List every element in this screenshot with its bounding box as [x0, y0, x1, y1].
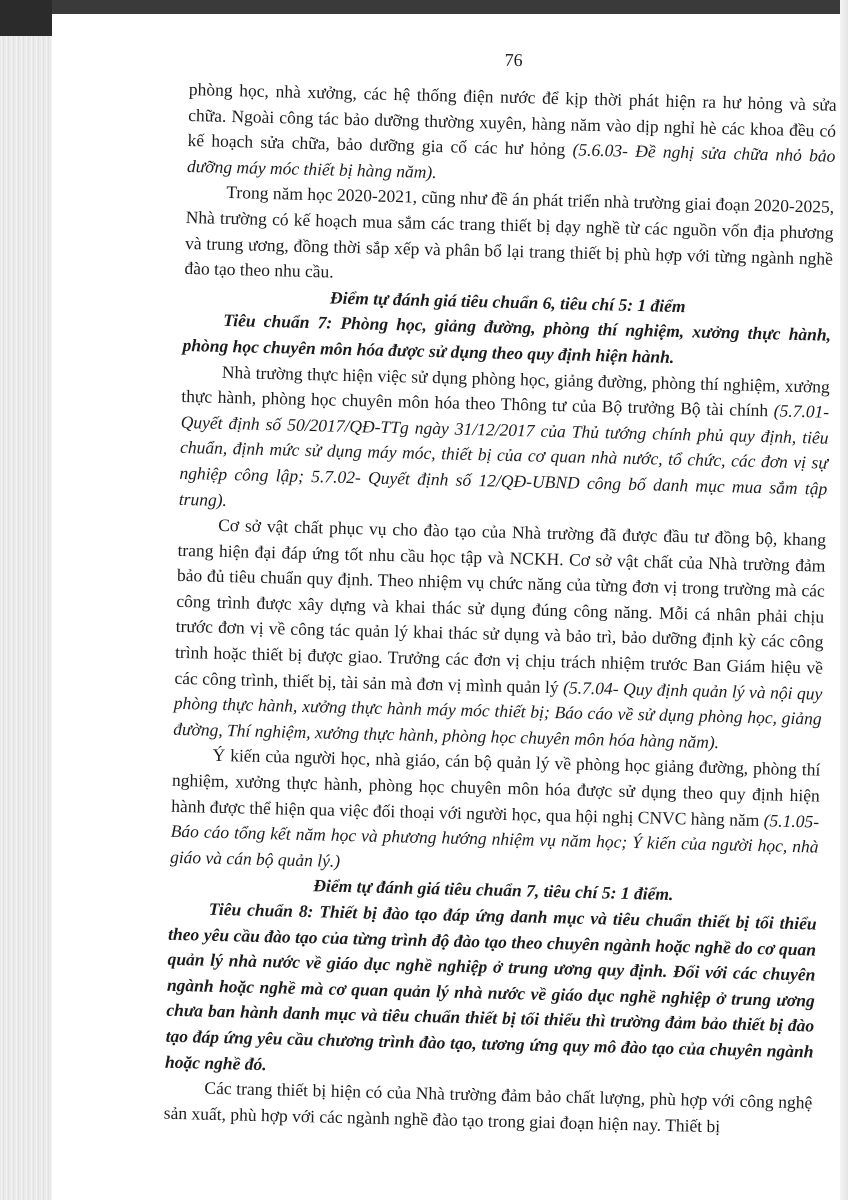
- standard-8-heading: Tiêu chuẩn 8: Thiết bị đào tạo đáp ứng danh mục và tiêu chuẩn thiết bị tối thiểu theo yêu cầu đào tạo của từng trình độ đào tạo theo chuyên ngành hoặc nghề do cơ quan quản lý nhà nước về giáo dục nghề nghiệp ở trung ương quy định. Đối với các chuyên ngành hoặc nghề mà cơ quan quản lý nhà nước về giáo dục nghề nghiệp ở trung ương chưa ban hành danh mục và tiêu chuẩn thiết bị tối thiểu thì trường đảm bảo thiết bị đào tạo đáp ứng yêu cầu chương trình đào tạo, tương ứng quy mô đào tạo của chuyên ngành hoặc nghề đó.: [164, 898, 817, 1074]
- self-assessment-score-standard-7: Điểm tự đánh giá tiêu chuẩn 7, tiêu chí 5: 1 điểm.: [313, 875, 674, 905]
- page-number: 76: [504, 49, 523, 71]
- standard-7-heading: Tiêu chuẩn 7: Phòng học, giảng đường, phòng thí nghiệm, xưởng thực hành, phòng học chuyên môn hóa được sử dụng theo quy định hiện hành.: [182, 310, 832, 367]
- paragraph-text: phòng học, nhà xưởng, các hệ thống điện nước để kịp thời phát hiện ra hư hỏng và sửa chữa. Ngoài công tác bảo dưỡng thường xuyên, hàng năm vào dịp nghỉ hè các khoa đều có kế hoạch sửa chữa, bảo dưỡng gia cố các hư hỏng: [187, 78, 837, 160]
- paragraph-feedback: [170, 742, 821, 886]
- evidence-reference: (5.7.01- Quyết định số 50/2017/QĐ-TTg ngày 31/12/2017 của Thủ tướng chính phủ quy định, tiêu chuẩn, định mức sử dụng máy móc, thiết bị của cơ quan nhà nước, tổ chức, các đơn vị sự nghiệp công lập; 5.7.02- Quyết định số 12/QĐ-UBND công bố danh mục mua sắm tập trung).: [178, 400, 830, 510]
- evidence-reference: (5.6.03- Đề nghị sửa chữa nhỏ bảo dưỡng máy móc thiết bị hàng năm).: [186, 139, 836, 182]
- paragraph-maintenance: [187, 77, 837, 195]
- scan-right-border: [840, 0, 848, 1200]
- paragraph-equipment: Các trang thiết bị hiện có của Nhà trường đảm bảo chất lượng, phù hợp với công nghệ sản xuất, phù hợp với các ngành nghề đào tạo trong giai đoạn hiện nay. Thiết bị: [163, 1077, 813, 1137]
- paragraph-room-usage: [179, 358, 831, 527]
- paragraph-procurement-plan: Trong năm học 2020-2021, cũng như đề án phát triển nhà trường giai đoạn 2020-2025, Nhà trường có kế hoạch mua sắm các trang thiết bị dạy nghề từ các nguồn vốn địa phương và trung ương, đồng thời sắp xếp và phân bổ lại trang thiết bị phù hợp với từng ngành nghề đào tạo theo nhu cầu.: [184, 182, 835, 282]
- self-assessment-score-standard-6: Điểm tự đánh giá tiêu chuẩn 6, tiêu chí 5: 1 điểm: [329, 287, 686, 316]
- evidence-reference: (5.7.04- Quy định quản lý và nội quy phòng thực hành, xưởng thực hành máy móc thiết bị; Báo cáo về sử dụng phòng học, giảng đường, Thí nghiệm, xưởng thực hành, phòng học chuyên môn hóa hàng năm).: [172, 676, 823, 752]
- evidence-reference: (5.1.05- Báo cáo tổng kết năm học và phương hướng nhiệm vụ năm học; Ý kiến của người học, nhà giáo và cán bộ quản lý.): [169, 809, 820, 871]
- book-page-edges: [0, 0, 52, 1200]
- paragraph-text: Cơ sở vật chất phục vụ cho đào tạo của Nhà trường đã được đầu tư đồng bộ, khang trang hiện đại đáp ứng tốt nhu cầu học tập và NCKH. Cơ sở vật chất của Nhà trường đảm bảo đủ tiêu chuẩn quy định. Theo nhiệm vụ chức năng của từng đơn vị trong trường mà các công trình được xây dựng và khai thác sử dụng đúng công năng. Mỗi cá nhân phải chịu trước đơn vị về công tác quản lý khai thác sử dụng và bảo trì, bảo dưỡng định kỳ các công trình hoặc thiết bị được giao. Trưởng các đơn vị chịu trách nhiệm trước Ban Giám hiệu về các công trình, thiết bị, tài sản mà đơn vị mình quản lý: [174, 514, 827, 697]
- scan-top-border: [52, 0, 848, 14]
- paragraph-text: Ý kiến của người học, nhà giáo, cán bộ quản lý về phòng học giảng đường, phòng thí nghiệm, xưởng thực hành, phòng học chuyên môn hóa được sử dụng theo quy định hiện hành được thể hiện qua việc đối thoại với người học, qua hội nghị CNVC hàng năm: [171, 745, 821, 830]
- document-page: [164, 42, 838, 1142]
- paragraph-text: Nhà trường thực hiện việc sử dụng phòng học, giảng đường, phòng thí nghiệm, xưởng thực hành, phòng học chuyên môn hóa theo Thông tư của Bộ trưởng Bộ tài chính: [181, 361, 831, 421]
- paragraph-facilities: [173, 512, 826, 758]
